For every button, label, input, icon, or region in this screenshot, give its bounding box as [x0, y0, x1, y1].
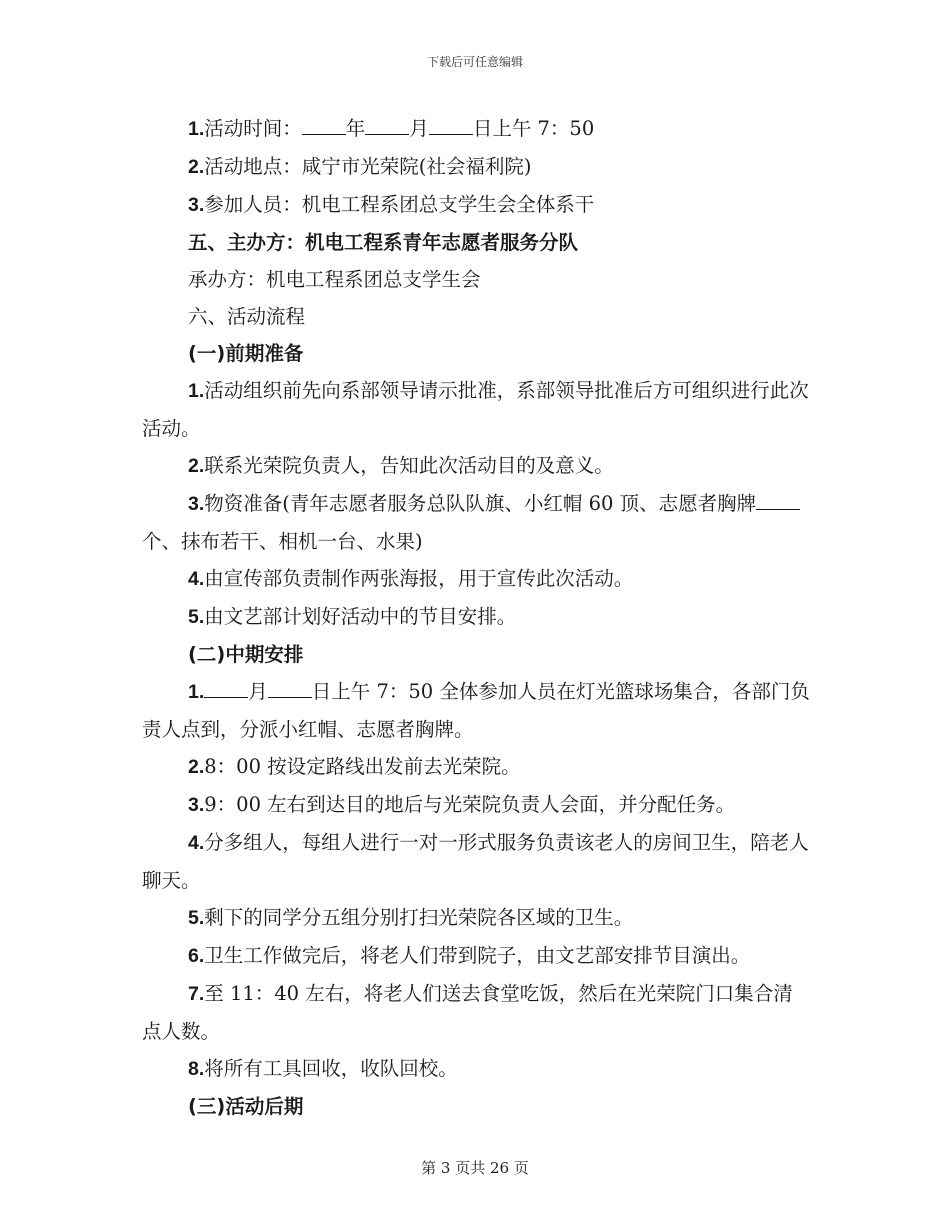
paragraph-prep-1 [142, 372, 812, 447]
paragraph-prep-5 [142, 598, 812, 636]
item-number: 5. [188, 907, 205, 929]
text: 月 [248, 680, 268, 703]
item-number: 4. [188, 832, 205, 854]
paragraph-co-organizer: 承办方：机电工程系团总支学生会 [188, 268, 481, 291]
item-number: 3. [188, 194, 205, 216]
text: 年 [345, 117, 366, 140]
paragraph-mid-6 [142, 937, 812, 975]
paragraph-prep-4 [142, 560, 812, 598]
paragraph-mid-7 [142, 975, 812, 1050]
fill-blank [204, 677, 248, 698]
fill-blank [302, 114, 346, 135]
text: 活动地点：咸宁市光荣院(社会福利院) [204, 155, 532, 178]
paragraph-mid-3 [142, 786, 812, 824]
item-number: 3. [188, 794, 205, 816]
item-number: 4. [188, 568, 205, 590]
section-heading-process: 六、活动流程 [188, 305, 306, 328]
text: 8：00 按设定路线出发前去光荣院。 [204, 755, 521, 778]
text: 卫生工作做完后，将老人们带到院子，由文艺部安排节目演出。 [204, 944, 751, 967]
text: 月 [409, 117, 429, 140]
text: 由宣传部负责制作两张海报，用于宣传此次活动。 [204, 567, 634, 590]
text: 活动时间： [204, 117, 302, 140]
text: 剩下的同学分五组分别打扫光荣院各区域的卫生。 [204, 906, 634, 929]
paragraph-activity-time [142, 110, 812, 148]
paragraph-mid-1 [142, 673, 812, 748]
subheading-preparation: (一)前期准备 [188, 342, 304, 365]
text: 活动组织前先向系部领导请示批准，系部领导批准后方可组织进行此次活动。 [142, 379, 809, 440]
item-number: 2. [188, 156, 205, 178]
fill-blank [756, 489, 800, 510]
text: 将所有工具回收，收队回校。 [204, 1057, 458, 1080]
paragraph-mid-2 [142, 748, 812, 786]
paragraph-activity-location [142, 148, 812, 186]
page-footer: 第 3 页共 26 页 [421, 1159, 529, 1177]
item-number: 1. [188, 681, 205, 703]
text: 物资准备(青年志愿者服务总队队旗、小红帽 60 顶、志愿者胸牌 [204, 492, 757, 515]
paragraph-mid-4 [142, 824, 812, 899]
paragraph-prep-2 [142, 447, 812, 485]
text: 分多组人，每组人进行一对一形式服务负责该老人的房间卫生，陪老人聊天。 [142, 831, 809, 892]
paragraph-mid-5 [142, 899, 812, 937]
item-number: 2. [188, 455, 205, 477]
paragraph-prep-3 [142, 485, 812, 560]
fill-blank [268, 677, 312, 698]
item-number: 6. [188, 945, 205, 967]
page-header: 下载后可任意编辑 [426, 55, 523, 69]
text: 日上午 7：50 全体参加人员在灯光篮球场集合，各部门负责人点到，分派小红帽、志愿者胸牌。 [142, 680, 810, 741]
subheading-mid-stage: (二)中期安排 [188, 643, 304, 666]
subheading-post-stage: (三)活动后期 [188, 1095, 304, 1118]
text: 9：00 左右到达目的地后与光荣院负责人会面，并分配任务。 [204, 793, 736, 816]
paragraph-mid-8 [142, 1050, 812, 1088]
text: 由文艺部计划好活动中的节目安排。 [204, 605, 517, 628]
item-number: 1. [188, 380, 205, 402]
fill-blank [429, 114, 473, 135]
document-body [142, 110, 812, 1125]
text: 联系光荣院负责人，告知此次活动目的及意义。 [204, 454, 614, 477]
fill-blank [365, 114, 409, 135]
item-number: 7. [188, 983, 205, 1005]
item-number: 5. [188, 606, 205, 628]
section-heading-organizer: 五、主办方：机电工程系青年志愿者服务分队 [188, 231, 579, 254]
text: 日上午 7：50 [472, 117, 595, 140]
paragraph-participants [142, 186, 812, 224]
text: 个、抹布若干、相机一台、水果) [142, 530, 423, 553]
item-number: 8. [188, 1058, 205, 1080]
text: 至 11：40 左右，将老人们送去食堂吃饭，然后在光荣院门口集合清点人数。 [142, 982, 793, 1043]
item-number: 1. [188, 118, 205, 140]
item-number: 3. [188, 493, 205, 515]
item-number: 2. [188, 756, 205, 778]
text: 参加人员：机电工程系团总支学生会全体系干 [204, 193, 595, 216]
